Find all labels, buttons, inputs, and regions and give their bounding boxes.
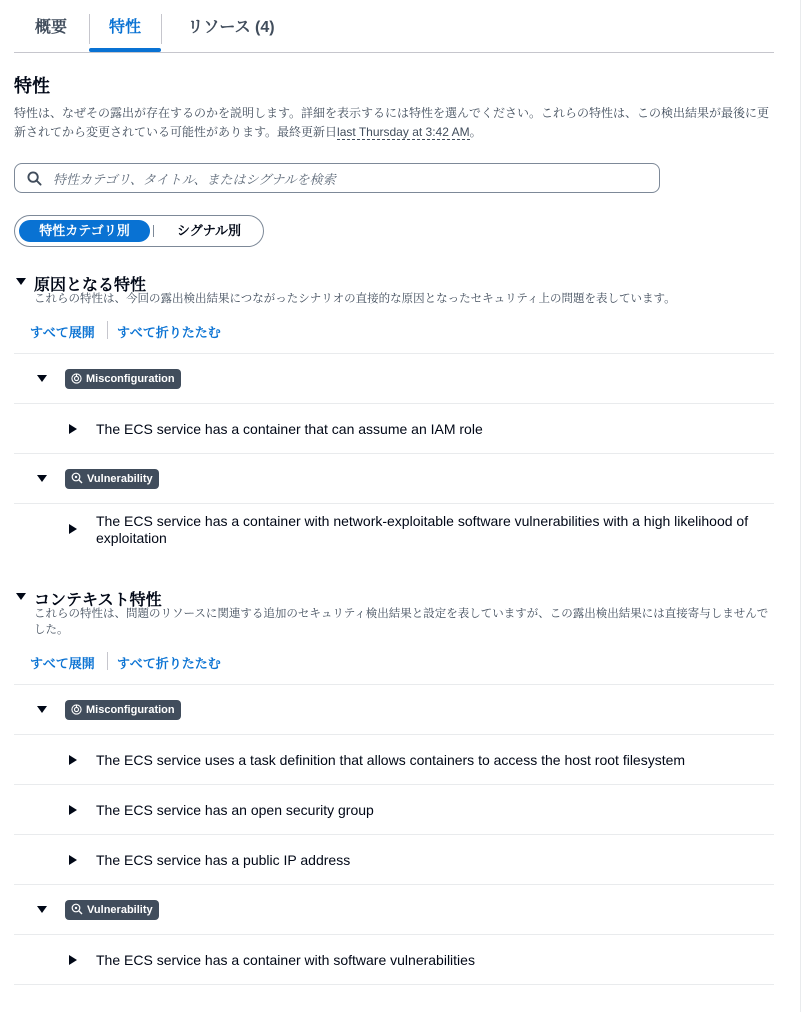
- section-title-contextual: コンテキスト特性: [34, 592, 162, 609]
- misconfiguration-icon: [71, 704, 82, 715]
- finding-item[interactable]: The ECS service has an open security group: [96, 802, 374, 818]
- link-divider: [107, 652, 108, 670]
- badge-vulnerability: [65, 469, 159, 489]
- tab-features[interactable]: 特性: [89, 0, 161, 50]
- divider: [14, 984, 774, 985]
- expand-all-link[interactable]: すべて展開: [30, 325, 95, 340]
- last-updated-time[interactable]: last Thursday at 3:42 AM: [337, 125, 470, 139]
- caret-down-icon[interactable]: [36, 904, 48, 916]
- search-box[interactable]: [14, 163, 660, 193]
- finding-item[interactable]: The ECS service has a public IP address: [96, 852, 351, 868]
- section-collapse-icon[interactable]: [14, 590, 28, 604]
- misconfiguration-icon: [71, 373, 82, 384]
- section-title-causal: 原因となる特性: [34, 277, 147, 294]
- caret-right-icon[interactable]: [67, 523, 79, 535]
- caret-down-icon[interactable]: [36, 704, 48, 716]
- view-toggle: [14, 215, 264, 247]
- divider: [14, 784, 774, 785]
- vulnerability-icon: [71, 472, 83, 484]
- finding-item[interactable]: The ECS service has a container with network-exploitable software vulnerabilities with a high likelihood of exploitation: [96, 513, 749, 546]
- search-icon: [27, 171, 42, 186]
- divider: [14, 734, 774, 735]
- badge-label: Vulnerability: [87, 904, 153, 916]
- section-description: これらの特性は、今回の露出検出結果につながったシナリオの直接的な原因となったセキュリティ上の問題を表しています。: [34, 293, 676, 305]
- divider: [14, 834, 774, 835]
- finding-item[interactable]: The ECS service has a container with software vulnerabilities: [96, 952, 475, 968]
- finding-item[interactable]: The ECS service uses a task definition that allows containers to access the host root filesystem: [96, 752, 686, 768]
- view-by-signal-button[interactable]: シグナル別: [176, 223, 242, 238]
- divider: [14, 503, 774, 504]
- badge-label: Misconfiguration: [86, 373, 175, 385]
- finding-item[interactable]: The ECS service has a container that can assume an IAM role: [96, 421, 483, 437]
- divider: [14, 934, 774, 935]
- caret-down-icon[interactable]: [36, 473, 48, 485]
- badge-label: Vulnerability: [87, 473, 153, 485]
- divider: [14, 684, 774, 685]
- divider: [14, 453, 774, 454]
- section-description: これらの特性は、問題のリソースに関連する追加のセキュリティ検出結果と設定を表していますが、この露出検出結果には直接寄与しませんでした。: [34, 608, 769, 636]
- search-input[interactable]: [51, 167, 645, 191]
- badge-misconfiguration: [65, 369, 181, 389]
- segment-divider: [153, 225, 154, 237]
- caret-right-icon[interactable]: [67, 804, 79, 816]
- badge-label: Misconfiguration: [86, 704, 175, 716]
- collapse-all-link[interactable]: すべて折りたたむ: [117, 656, 221, 671]
- collapse-all-link[interactable]: すべて折りたたむ: [117, 325, 221, 340]
- tab-bar: [14, 0, 774, 53]
- page-description: [14, 104, 776, 142]
- divider: [14, 353, 774, 354]
- tab-overview[interactable]: 概要: [34, 19, 67, 36]
- page-description-text: 特性は、なぜその露出が存在するのかを説明します。詳細を表示するには特性を選んでください。これらの特性は、この検出結果が最後に更新されてから変更されている可能性があります。最終更新日: [14, 106, 770, 139]
- divider: [14, 403, 774, 404]
- caret-down-icon[interactable]: [36, 373, 48, 385]
- section-collapse-icon[interactable]: [14, 275, 28, 289]
- badge-vulnerability: [65, 900, 159, 920]
- caret-right-icon[interactable]: [67, 423, 79, 435]
- caret-right-icon[interactable]: [67, 954, 79, 966]
- divider: [14, 884, 774, 885]
- caret-right-icon[interactable]: [67, 854, 79, 866]
- vulnerability-icon: [71, 903, 83, 915]
- tab-resources[interactable]: リソース (4): [187, 19, 275, 36]
- page-description-end: 。: [469, 125, 482, 139]
- expand-all-link[interactable]: すべて展開: [30, 656, 95, 671]
- link-divider: [107, 321, 108, 339]
- view-by-category-button[interactable]: 特性カテゴリ別: [19, 220, 150, 242]
- tab-divider: [161, 14, 162, 44]
- page-title: 特性: [14, 76, 50, 96]
- caret-right-icon[interactable]: [67, 754, 79, 766]
- badge-misconfiguration: [65, 700, 181, 720]
